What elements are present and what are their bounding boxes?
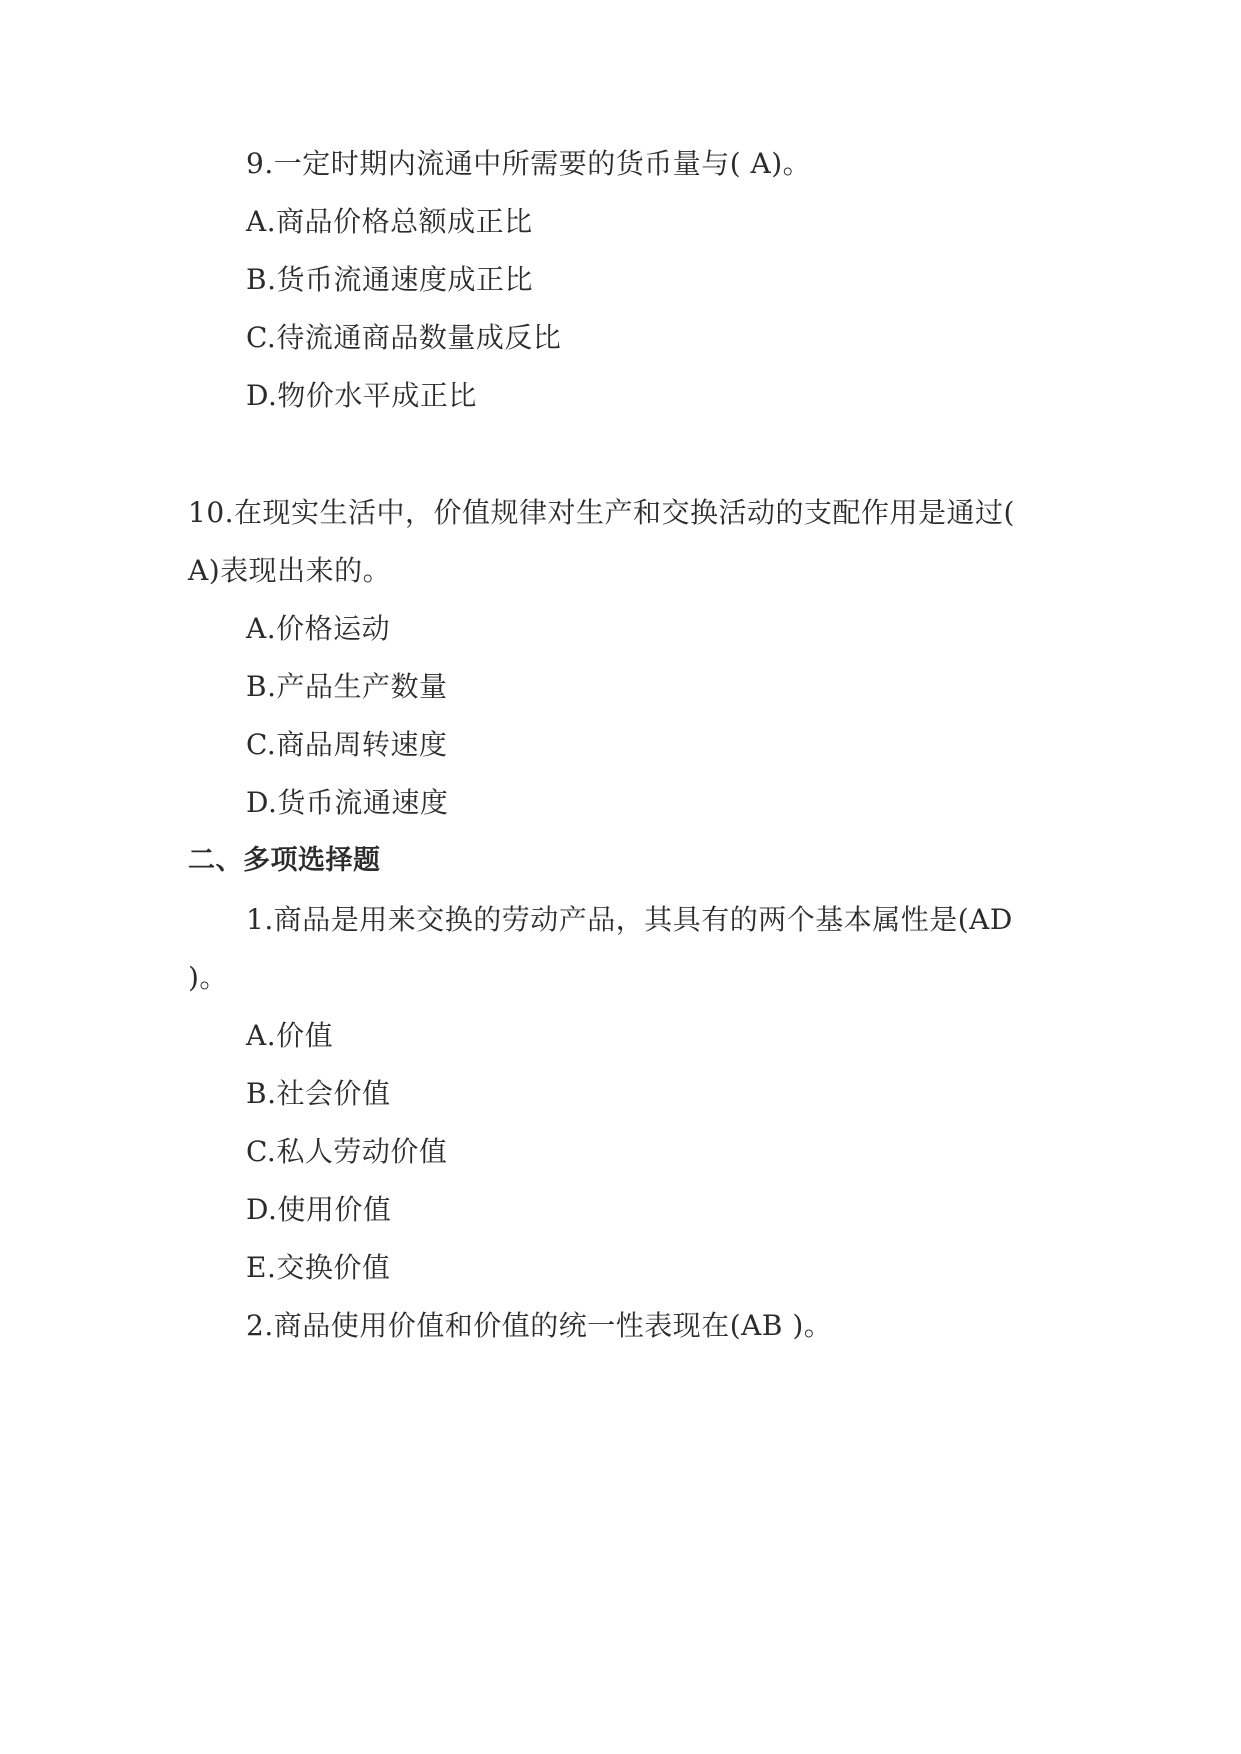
multi-question-1-option-d: D.使用价值 [246,1193,392,1226]
question-10-stem-line2: A)表现出来的。 [188,554,392,587]
multi-question-1-option-b: B.社会价值 [246,1077,391,1110]
question-9-option-a: A.商品价格总额成正比 [246,205,533,238]
question-9-option-d: D.物价水平成正比 [246,379,477,412]
section-heading-multiple-choice: 二、多项选择题 [188,845,381,876]
question-9-option-c: C.待流通商品数量成反比 [246,321,562,354]
question-10-option-b: B.产品生产数量 [246,670,448,703]
question-9-option-b: B.货币流通速度成正比 [246,263,533,296]
multi-question-1-stem-line1: 1.商品是用来交换的劳动产品，其具有的两个基本属性是(AD [246,903,1013,936]
multi-question-1-option-e: E.交换价值 [246,1251,391,1284]
question-10-option-c: C.商品周转速度 [246,728,448,761]
multi-question-1-stem-line2: )。 [188,961,228,994]
multi-question-1-option-c: C.私人劳动价值 [246,1135,448,1168]
question-10-option-a: A.价格运动 [246,612,391,645]
multi-question-1-option-a: A.价值 [246,1019,334,1052]
question-10-stem-line1: 10.在现实生活中，价值规律对生产和交换活动的支配作用是通过( [188,496,1015,529]
question-9-stem: 9.一定时期内流通中所需要的货币量与( A)。 [246,147,812,180]
multi-question-2-stem: 2.商品使用价值和价值的统一性表现在(AB )。 [246,1309,833,1342]
question-10-option-d: D.货币流通速度 [246,786,449,819]
